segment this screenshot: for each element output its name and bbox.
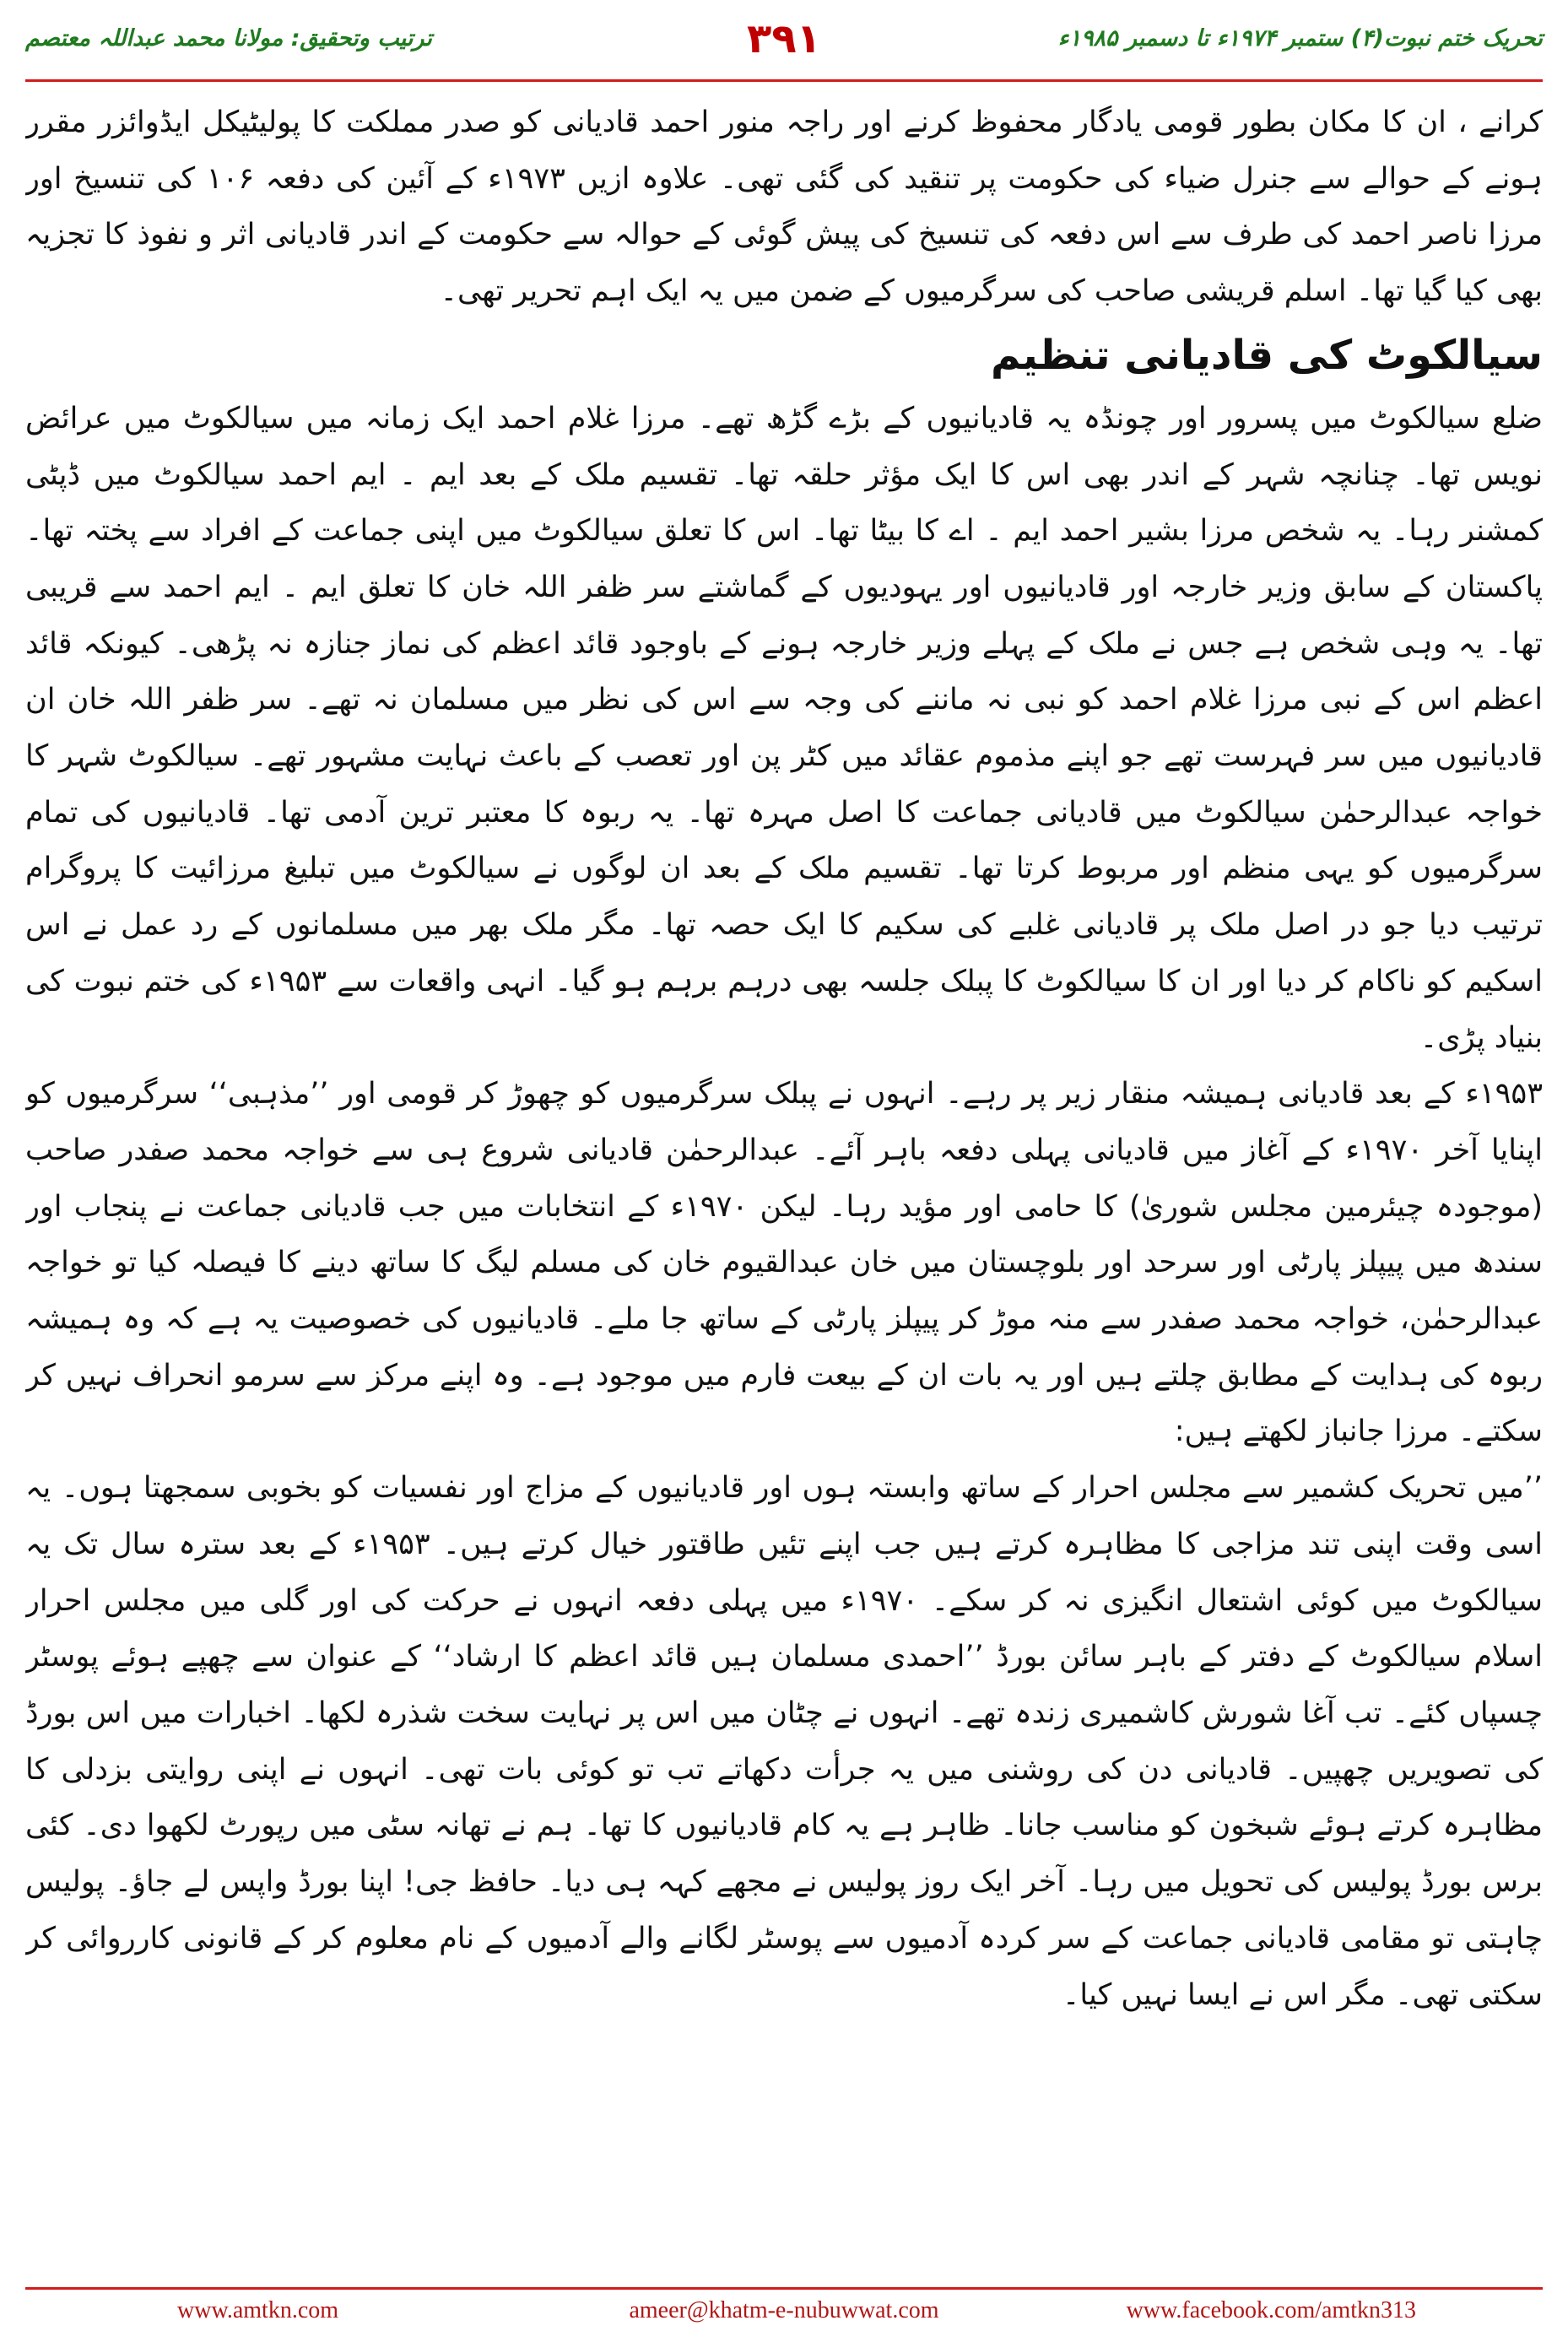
paragraph-intro: کرانے ، ان کا مکان بطور قومی یادگار محفوظ کرنے اور راجہ منور احمد قادیانی کو صدر مملکت کا پولیٹیکل ایڈوائزر مقرر ہونے کے حوالے سے جنرل ضیاء کی حکومت پر تنقید کی گئی تھی۔ علاوہ ازیں ۱۹۷۳ء کے آئین کی دفعہ ۱۰۶ کی تنسیخ اور مرزا ناصر احمد کی طرف سے اس دفعہ کی تنسیخ کی پیش گوئی کے حوالہ سے حکومت کے اندر قادیانی اثر و نفوذ کا تجزیہ بھی کیا گیا تھا۔ اسلم قریشی صاحب کی سرگرمیوں کے ضمن میں یہ ایک اہم تحریر تھی۔ (25, 105, 1543, 309)
email-link[interactable]: ameer@khatm-e-nubuwwat.com (629, 2297, 939, 2323)
paragraph-sialkot: ضلع سیالکوٹ میں پسرور اور چونڈہ یہ قادیانیوں کے بڑے گڑھ تھے۔ مرزا غلام احمد ایک زمانہ میں سیالکوٹ میں عرائض نویس تھا۔ چنانچہ شہر کے اندر بھی اس کا ایک مؤثر حلقہ تھا۔ تقسیم ملک کے بعد ایم ۔ ایم احمد سیالکوٹ میں ڈپٹی کمشنر رہا۔ یہ شخص مرزا بشیر احمد ایم ۔ اے کا بیٹا تھا۔ اس کا تعلق سیالکوٹ میں اپنی جماعت کے افراد سے پختہ تھا۔ پاکستان کے سابق وزیر خارجہ اور قادیانیوں اور یہودیوں کے گماشتے سر ظفر اللہ خان کا تعلق ایم ۔ ایم احمد سے قریبی تھا۔ یہ وہی شخص ہے جس نے ملک کے پہلے وزیر خارجہ ہونے کے باوجود قائد اعظم کی نماز جنازہ نہ پڑھی۔ کیونکہ قائد اعظم اس کے نبی مرزا غلام احمد کو نبی نہ ماننے کی وجہ سے اس کی نظر میں مسلمان نہ تھے۔ سر ظفر اللہ خان ان قادیانیوں میں سر فہرست تھے جو اپنے مذموم عقائد میں کٹر پن اور تعصب کے باعث نہایت مشہور تھے۔ سیالکوٹ شہر کا خواجہ عبدالرحمٰن سیالکوٹ میں قادیانی جماعت کا اصل مہرہ تھا۔ یہ ربوہ کا معتبر ترین آدمی تھا۔ قادیانیوں کی تمام سرگرمیوں کو یہی منظم اور مربوط کرتا تھا۔ تقسیم ملک کے بعد ان لوگوں نے سیالکوٹ میں تبلیغ مرزائیت کا پروگرام ترتیب دیا جو در اصل ملک پر قادیانی غلبے کی سکیم کا ایک حصہ تھا۔ مگر ملک بھر میں مسلمانوں کے رد عمل نے اس اسکیم کو ناکام کر دیا اور ان کا سیالکوٹ کا پبلک جلسہ بھی درہم برہم ہو گیا۔ انہی واقعات سے ۱۹۵۳ء کی ختم نبوت کی بنیاد پڑی۔ (25, 401, 1543, 1055)
paragraph-1953: ۱۹۵۳ء کے بعد قادیانی ہمیشہ منقار زیر پر رہے۔ انہوں نے پبلک سرگرمیوں کو چھوڑ کر قومی اور ’’مذہبی‘‘ سرگرمیوں کو اپنایا آخر ۱۹۷۰ء کے آغاز میں قادیانی پہلی دفعہ باہر آئے۔ عبدالرحمٰن قادیانی شروع ہی سے خواجہ محمد صفدر صاحب (موجودہ چیئرمین مجلس شوریٰ) کا حامی اور مؤید رہا۔ لیکن ۱۹۷۰ء کے انتخابات میں جب قادیانی جماعت نے پنجاب اور سندھ میں پیپلز پارٹی اور سرحد اور بلوچستان میں خان عبدالقیوم خان کی مسلم لیگ کا ساتھ دینے کا فیصلہ کیا تو خواجہ عبدالرحمٰن، خواجہ محمد صفدر سے منہ موڑ کر پیپلز پارٹی کے ساتھ جا ملے۔ قادیانیوں کی خصوصیت یہ ہے کہ وہ ہمیشہ ربوہ کی ہدایت کے مطابق چلتے ہیں اور یہ بات ان کے بیعت فارم میں موجود ہے۔ وہ اپنے مرکز سے سرمو انحراف نہیں کر سکتے۔ مرزا جانباز لکھتے ہیں: (25, 1077, 1543, 1449)
page-header (25, 15, 1543, 74)
section-heading: سیالکوٹ کی قادیانی تنظیم (990, 331, 1543, 379)
page-number: ۳۹۱ (747, 15, 821, 62)
footer-divider (25, 2287, 1543, 2290)
article-body (25, 95, 1543, 2276)
book-title: تحریک ختم نبوت(۴) ستمبر ۱۹۷۴ء تا دسمبر ۱۹۸۵ء (1057, 25, 1543, 51)
header-divider (25, 79, 1543, 82)
paragraph-quote: ’’میں تحریک کشمیر سے مجلس احرار کے ساتھ وابستہ ہوں اور قادیانیوں کے مزاج اور نفسیات کو بخوبی سمجھتا ہوں۔ یہ اسی وقت اپنی تند مزاجی کا مظاہرہ کرتے ہیں جب اپنے تئیں طاقتور خیال کرتے ہیں۔ ۱۹۵۳ء کے بعد سترہ سال تک یہ سیالکوٹ میں کوئی اشتعال انگیزی نہ کر سکے۔ ۱۹۷۰ء میں پہلی دفعہ انہوں نے حرکت کی اور گلی میں مجلس احرار اسلام سیالکوٹ کے دفتر کے باہر سائن بورڈ ’’احمدی مسلمان ہیں قائد اعظم کا ارشاد‘‘ کے عنوان سے چھپے ہوئے پوسٹر چسپاں کئے۔ تب آغا شورش کاشمیری زندہ تھے۔ انہوں نے چٹان میں اس پر نہایت سخت شذرہ لکھا۔ اخبارات میں اس بورڈ کی تصویریں چھپیں۔ قادیانی دن کی روشنی میں یہ جرأت دکھاتے تب تو کوئی بات تھی۔ انہوں نے اپنی روایتی بزدلی کا مظاہرہ کرتے ہوئے شبخون کو مناسب جانا۔ ظاہر ہے یہ کام قادیانیوں کا تھا۔ ہم نے تھانہ سٹی میں رپورٹ لکھوا دی۔ کئی برس بورڈ پولیس کی تحویل میں رہا۔ آخر ایک روز پولیس نے مجھے کہہ ہی دیا۔ حافظ جی! اپنا بورڈ واپس لے جاؤ۔ پولیس چاہتی تو مقامی قادیانی جماعت کے سر کردہ آدمیوں سے پوسٹر لگانے والے آدمیوں کے نام معلوم کر کے قانونی کارروائی کر سکتی تھی۔ مگر اس نے ایسا نہیں کیا۔ (25, 1471, 1543, 2012)
facebook-link[interactable]: www.facebook.com/amtkn313 (1126, 2297, 1416, 2323)
website-link[interactable]: www.amtkn.com (177, 2297, 339, 2323)
page-footer (25, 2297, 1543, 2331)
compiler-credit: ترتیب وتحقیق: مولانا محمد عبداللہ معتصم (25, 25, 432, 51)
